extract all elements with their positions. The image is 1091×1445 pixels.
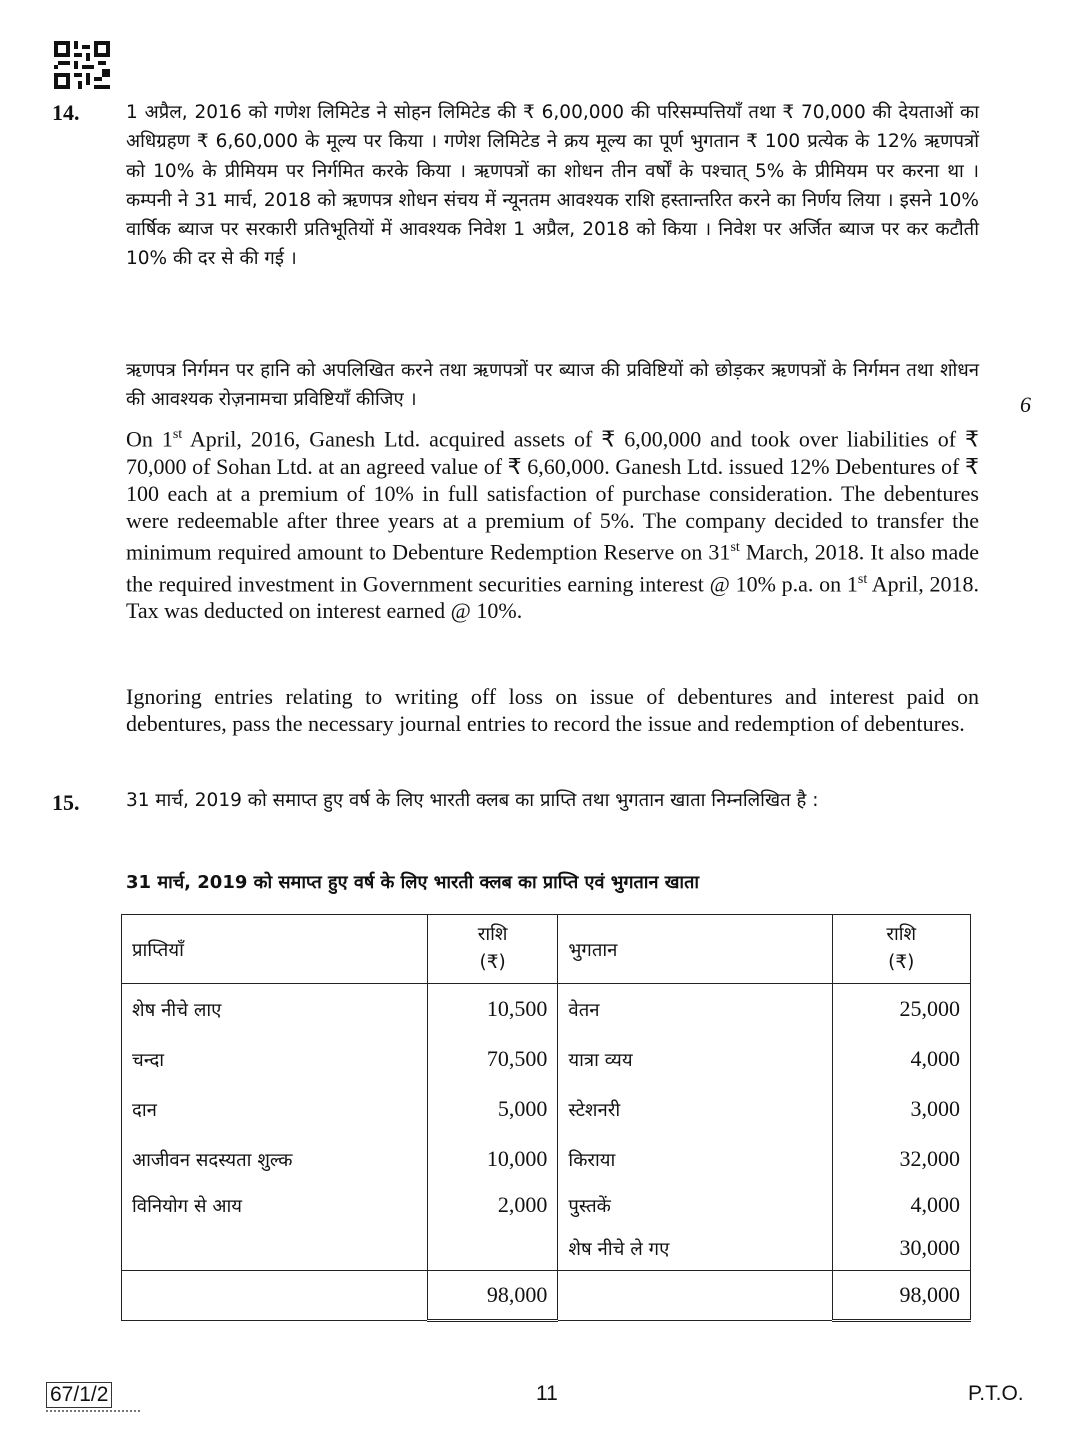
table-row — [122, 1084, 971, 1134]
q14-en-part-d: April, 2018. Tax was deducted on interest earned @ 10%. — [126, 571, 979, 624]
payment-amount: 4,000 — [910, 1192, 960, 1217]
q14-en-part-b: April, 2016, Ganesh Ltd. acquired assets of ₹ 6,00,000 and took over liabilities of ₹ 70,000 of Sohan Ltd. at an agreed value of ₹ 6,60,000. Ganesh Ltd. issued 12% Debentures of ₹ 100 each at a premium of 10% in full satisfaction of purchase consideration. The debentures were redeemable after three years at a premium of 5%. The company decided to transfer the minimum required amount to Debenture Redemption Reserve on 31 — [126, 426, 979, 565]
header-amount-label: राशि — [477, 924, 508, 945]
receipt-amount: 70,500 — [427, 1034, 558, 1084]
total-receipts-amount: 98,000 — [427, 1271, 558, 1321]
receipt-item: शेष नीचे लाए — [122, 984, 428, 1035]
total-receipt-label — [122, 1271, 428, 1321]
table-row — [122, 984, 971, 1035]
table-title: 31 मार्च, 2019 को समाप्त हुए वर्ष के लिए भारती क्लब का प्राप्ति एवं भुगतान खाता — [126, 872, 700, 893]
header-payments: भुगतान — [558, 915, 832, 984]
paper-code: 67/1/2 — [46, 1382, 112, 1408]
total-payment-label — [558, 1271, 832, 1321]
q14-en-sup-1: st — [172, 427, 183, 442]
total-payments-amount: 98,000 — [832, 1271, 970, 1321]
q14-en-sup-3: st — [857, 571, 868, 587]
payment-amount: 30,000 — [899, 1235, 960, 1260]
question-14-english-instruction: Ignoring entries relating to writing off loss on issue of debentures and interest paid on debentures, pass the necessary journal entries to record the issue and redemption of debentures. — [126, 684, 979, 737]
payment-item: शेष नीचे ले गए — [558, 1226, 832, 1271]
header-receipts: प्राप्तियाँ — [122, 915, 428, 984]
payment-item: वेतन — [558, 984, 832, 1035]
question-15-hindi-intro: 31 मार्च, 2019 को समाप्त हुए वर्ष के लिए भारती क्लब का प्राप्ति तथा भुगतान खाता निम्नलिखित है : — [126, 790, 819, 811]
question-14-hindi-instruction: ऋणपत्र निर्गमन पर हानि को अपलिखित करने तथा ऋणपत्रों पर ब्याज की प्रविष्टियों को छोड़कर ऋणपत्रों के निर्गमन तथा शोधन की आवश्यक रोज़नामचा प्रविष्टियाँ कीजिए । — [126, 360, 979, 411]
receipt-amount — [427, 1226, 558, 1271]
payment-amount: 25,000 — [899, 996, 960, 1021]
question-14-hindi-text: 1 अप्रैल, 2016 को गणेश लिमिटेड ने सोहन लिमिटेड की ₹ 6,00,000 की परिसम्पत्तियाँ तथा ₹ 70,000 की देयताओं का अधिग्रहण ₹ 6,60,000 के मूल्य पर किया । गणेश लिमिटेड ने क्रय मूल्य का पूर्ण भुगतान ₹ 100 प्रत्येक के 12% ऋणपत्रों को 10% के प्रीमियम पर निर्गमित करके किया । ऋणपत्रों का शोधन तीन वर्षों के पश्चात् 5% के प्रीमियम पर करना था । कम्पनी ने 31 मार्च, 2018 को ऋणपत्र शोधन संचय में न्यूनतम आवश्यक राशि हस्तान्तरित करने का निर्णय लिया । इसने 10% वार्षिक ब्याज पर सरकारी प्रतिभूतियों में आवश्यक निवेश 1 अप्रैल, 2018 को किया । निवेश पर अर्जित ब्याज पर कर कटौती 10% की दर से की गई । — [126, 102, 979, 270]
table-row — [122, 1226, 971, 1271]
receipt-item — [122, 1226, 428, 1271]
paper-code-underline — [46, 1407, 140, 1412]
receipt-amount: 10,000 — [427, 1134, 558, 1184]
payment-amount: 3,000 — [910, 1096, 960, 1121]
question-14-english-text — [126, 421, 979, 624]
header-currency-label: (₹) — [479, 952, 506, 973]
qr-code-icon — [54, 40, 110, 90]
table-row — [122, 1034, 971, 1084]
pto-label: P.T.O. — [968, 1382, 1024, 1405]
receipt-item: चन्दा — [122, 1034, 428, 1084]
header-currency-label: (₹) — [888, 952, 915, 973]
payment-item: स्टेशनरी — [558, 1084, 832, 1134]
payment-item: यात्रा व्यय — [558, 1034, 832, 1084]
question-14-number: 14. — [52, 100, 80, 125]
question-14-marks: 6 — [1020, 392, 1031, 417]
question-15-number: 15. — [52, 790, 80, 815]
payment-item: पुस्तकें — [558, 1184, 832, 1226]
table-total-row — [122, 1271, 971, 1321]
q14-en-sup-2: st — [730, 540, 740, 556]
payment-amount: 32,000 — [899, 1146, 960, 1171]
receipt-amount: 5,000 — [427, 1084, 558, 1134]
receipts-payments-table — [121, 914, 971, 1322]
table-header-row — [122, 915, 971, 984]
receipt-item: दान — [122, 1084, 428, 1134]
header-amount-left — [427, 915, 558, 984]
q14-en-part-c: March, 2018. It also made the required investment in Government securities earning interest @ 10% p.a. on 1 — [126, 539, 979, 596]
payment-amount: 4,000 — [910, 1046, 960, 1071]
header-amount-label: राशि — [886, 924, 917, 945]
table-row — [122, 1184, 971, 1226]
page-number: 11 — [536, 1382, 558, 1405]
q14-en-part-a: On 1 — [126, 426, 173, 452]
receipt-amount: 2,000 — [427, 1184, 558, 1226]
receipt-item: विनियोग से आय — [122, 1184, 428, 1226]
receipt-item: आजीवन सदस्यता शुल्क — [122, 1134, 428, 1184]
header-amount-right — [832, 915, 970, 984]
payment-item: किराया — [558, 1134, 832, 1184]
table-row — [122, 1134, 971, 1184]
receipt-amount: 10,500 — [427, 984, 558, 1035]
